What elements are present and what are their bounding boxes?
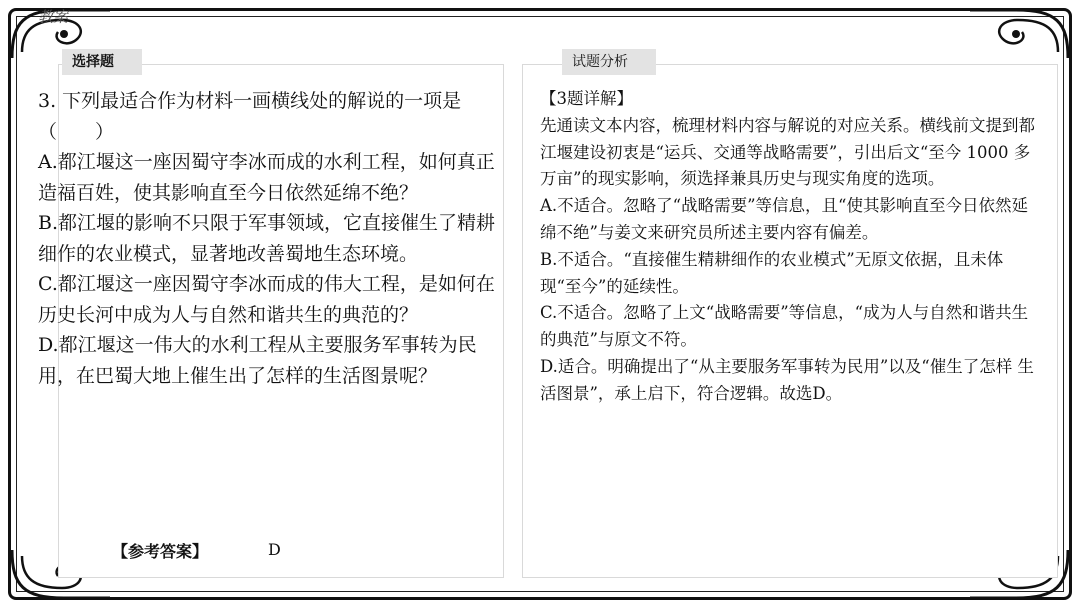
question-type-tag: 选择题 [62, 49, 142, 75]
question-block [38, 86, 500, 391]
analysis-block [540, 86, 1038, 408]
analysis-tag: 试题分析 [562, 49, 656, 75]
analysis-paragraph: C.不适合。忽略了上文“战略需要”等信息，“成为人与自然和谐共生的典范”与原文不符。 [540, 303, 1029, 350]
option-a: A.都江堰这一座因蜀守李冰而成的水利工程，如何真正造福百姓，使其影响直至今日依然延绵不绝？ [38, 151, 495, 204]
corner-label: 教案 [38, 8, 69, 26]
analysis-paragraph: A.不适合。忽略了“战略需要”等信息，且“使其影响直至今日依然延绵不绝”与姜文来研究员所述主要内容有偏差。 [540, 196, 1028, 242]
analysis-paragraph: D.适合。明确提出了“从主要服务军事转为民用”以及“催生了怎样 生活图景”，承上启下，符合逻辑。故选D。 [540, 356, 1034, 403]
analysis-paragraph: 先通读文本内容，梳理材料内容与解说的对应关系。横线前文提到都江堰建设初衷是“运兵、交通等战略需要”，引出后文“至今 1000 多万亩”的现实影响，须选择兼具历史与现实角度的选项。 [540, 115, 1035, 189]
analysis-paragraph: B.不适合。“直接催生精耕细作的农业模式”无原文依据，且未体现“至今”的延续性。 [540, 249, 1004, 296]
option-d: D.都江堰这一伟大的水利工程从主要服务军事转为民用，在巴蜀大地上催生出了怎样的生活图景呢？ [38, 334, 477, 387]
option-b: B.都江堰的影响不只限于军事领域，它直接催生了精耕细作的农业模式，显著地改善蜀地生态环境。 [38, 212, 496, 265]
option-c: C.都江堰这一座因蜀守李冰而成的伟大工程，是如何在历史长河中成为人与自然和谐共生的典范的？ [38, 273, 495, 326]
question-stem: 3. 下列最适合作为材料一画横线处的解说的一项是（ ） [38, 90, 462, 143]
answer-value: D [268, 540, 281, 559]
analysis-heading: 【3题详解】 [540, 89, 633, 108]
answer-label: 【参考答案】 [112, 542, 209, 561]
corner-scroll-ornament-icon [966, 2, 1076, 64]
